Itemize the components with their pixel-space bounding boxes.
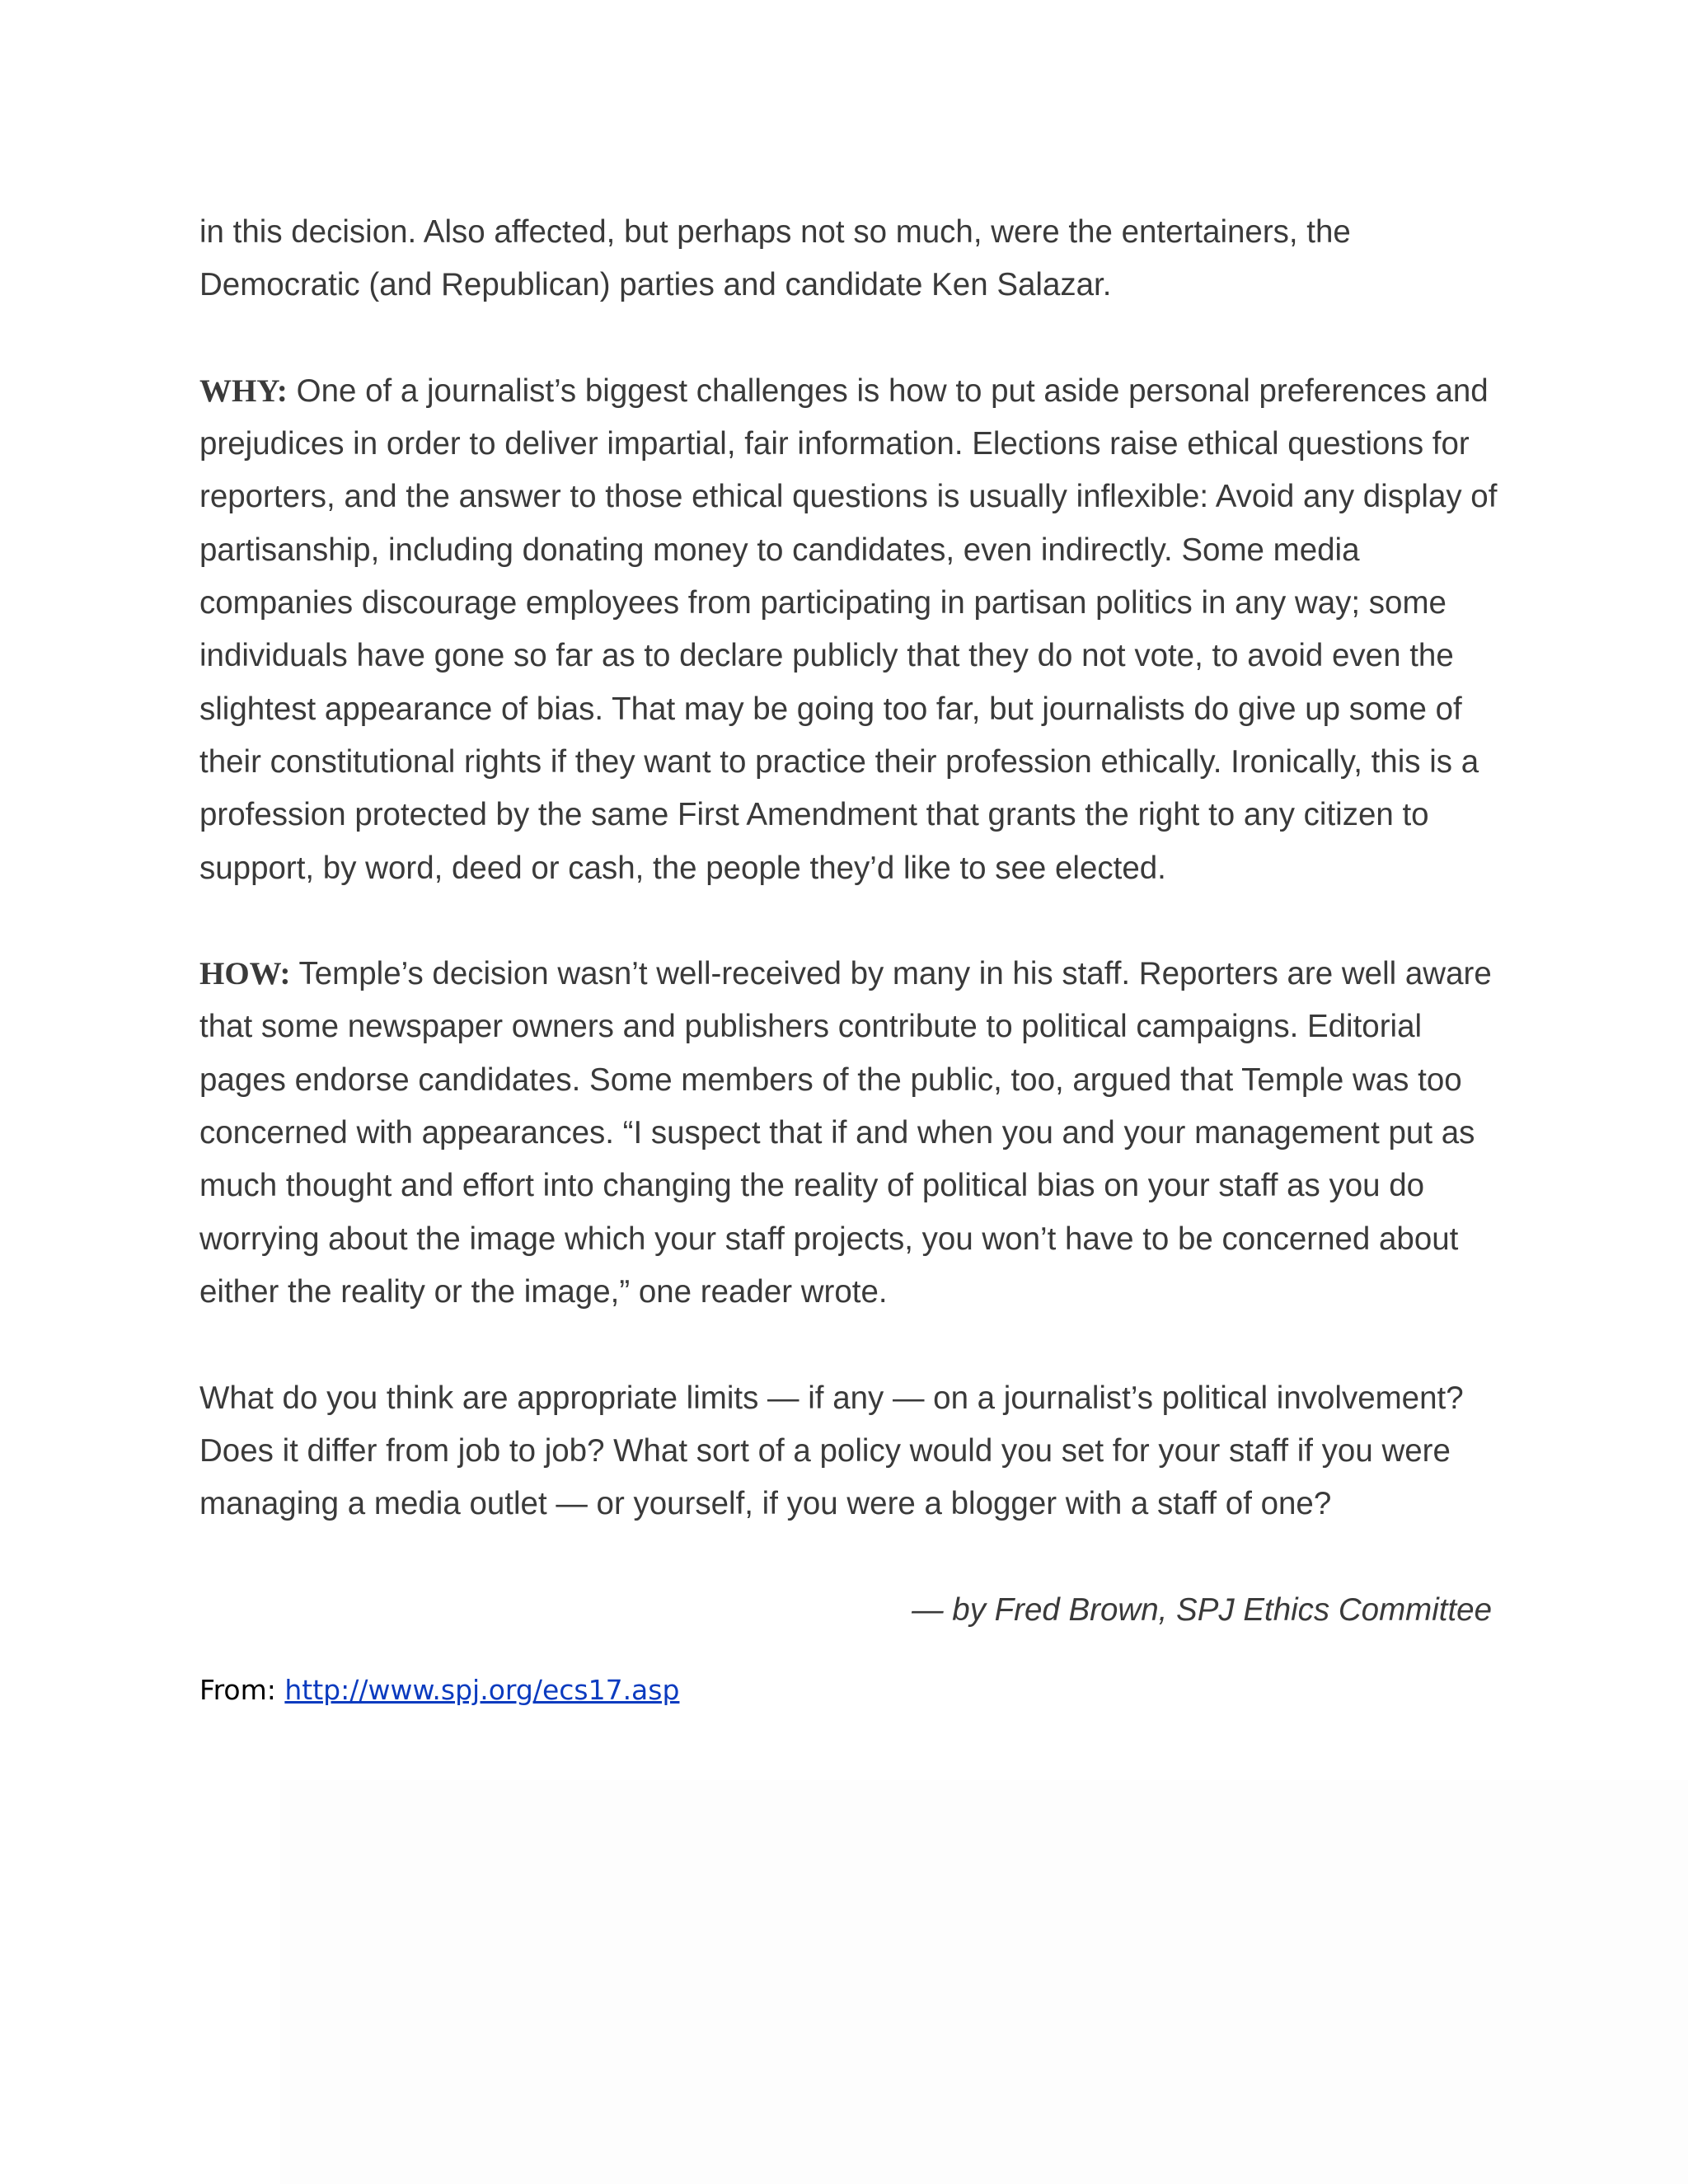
why-text: One of a journalist’s biggest challenges is how to put aside personal preferences and prejudices in order to deliver impartial, fair information. Elections raise ethical questions for reporters, and the answer to those ethical questions is usually inflexible: Avoid any display of partisanship, including donating money to candidates, even indirectly. Some media companies discourage employees from participating in partisan politics in any way; some individuals have gone so far as to declare publicly that they do not vote, to avoid even the slightest appearance of bias. That may be going too far, but journalists do give up some of their constitutional rights if they want to practice their profession ethically. Ironically, this is a profession protected by the same First Amendment that grants the right to any citizen to support, by word, deed or cash, the people they’d like to see elected. — [199, 373, 1498, 886]
byline: — by Fred Brown, SPJ Ethics Committee — [912, 1591, 1492, 1628]
page-shade — [280, 1780, 1688, 2184]
how-paragraph — [199, 948, 1502, 1319]
document-body — [199, 206, 1502, 1744]
source-line — [199, 1664, 1502, 1717]
why-heading: WHY: — [199, 373, 288, 409]
intro-paragraph: in this decision. Also affected, but perhaps not so much, were the entertainers, the Democratic (and Republican) parties and candidate Ken Salazar. — [199, 214, 1351, 303]
how-heading: HOW: — [199, 956, 291, 992]
source-label: From: — [199, 1674, 285, 1707]
question-paragraph: What do you think are appropriate limits — if any — on a journalist’s political involvement? Does it differ from job to job? What sort of a policy would you set for your staff if you were managing a media outlet — or yourself, if you were a blogger with a staff of one? — [199, 1380, 1464, 1522]
source-link[interactable]: http://www.spj.org/ecs17.asp — [284, 1674, 680, 1707]
why-paragraph — [199, 365, 1502, 895]
how-text: Temple’s decision wasn’t well-received by many in his staff. Reporters are well aware that some newspaper owners and publishers contribute to political campaigns. Editorial pages endorse candidates. Some members of the public, too, argued that Temple was too concerned with appearances. “I suspect that if and when you and your management put as much thought and effort into changing the reality of political bias on your staff as you do worrying about the image which your staff projects, you won’t have to be concerned about either the reality or the image,” one reader wrote. — [199, 956, 1492, 1310]
